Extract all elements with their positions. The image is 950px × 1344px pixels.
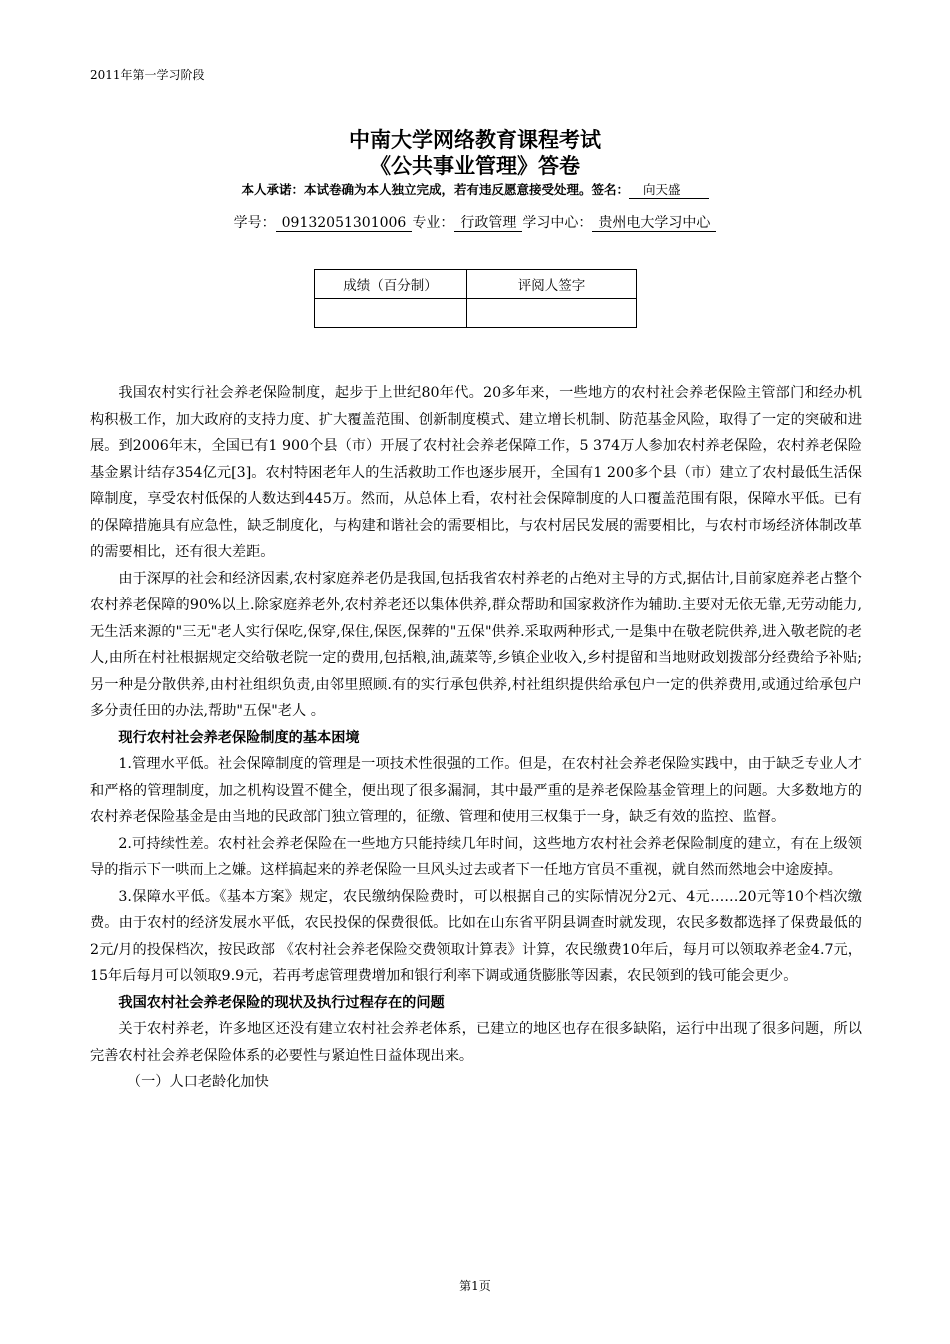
student-no-value: 09132051301006: [276, 215, 413, 232]
paragraph: 2.可持续性差。农村社会养老保险在一些地方只能持续几年时间，这些地方农村社会养老保险制度的建立，有在上级领导的指示下一哄而上之嫌。这样搞起来的养老保险一旦风头过去或者下一任地方官员不重视，就自然而然地会中途废掉。: [90, 835, 862, 878]
signature: 向天盛: [629, 180, 709, 199]
pledge-line: [0, 180, 950, 199]
reviewer-cell: [467, 299, 637, 328]
major-label: 专业：: [412, 215, 455, 231]
paragraph: 由于深厚的社会和经济因素,农村家庭养老仍是我国,包括我省农村养老的占绝对主导的方式,据估计,目前家庭养老占整个农村养老保障的90%以上.除家庭养老外,农村养老还以集体供养,群众帮助和国家救济作为辅助.主要对无依无靠,无劳动能力,无生活来源的"三无"老人实行保吃,保穿,保住,保医,保葬的"五保"供养.采取两种形式,一是集中在敬老院供养,进入敬老院的老人,由所在村社根据规定交给敬老院一定的费用,包括粮,油,蔬菜等,乡镇企业收入,乡村提留和当地财政划拨部分经费给予补贴;另一种是分散供养,由村社组织负责,由邻里照顾.有的实行承包供养,村社组织提供给承包户一定的供养费用,或通过给承包户多分责任田的办法,帮助"五保"老人 。: [90, 570, 862, 719]
subsection-heading: （一）人口老龄化加快: [126, 1074, 269, 1090]
exam-title: 中南大学网络教育课程考试: [349, 128, 601, 152]
page-number: 第1页: [459, 1279, 491, 1293]
answer-body: [90, 380, 862, 1096]
center-value: 贵州电大学习中心: [592, 215, 716, 232]
header-note: 2011年第一学习阶段: [90, 68, 205, 82]
pledge-text: 本人承诺：本试卷确为本人独立完成，若有违反愿意接受处理。签名：: [241, 182, 629, 197]
grade-table: [314, 269, 637, 328]
course-title: 《公共事业管理》答卷: [370, 154, 580, 178]
paragraph: 我国农村实行社会养老保险制度，起步于上世纪80年代。20多年来，一些地方的农村社会养老保险主管部门和经办机构积极工作，加大政府的支持力度、扩大覆盖范围、创新制度模式、建立增长机制、防范基金风险，取得了一定的突破和进展。到2006年末，全国已有1 900个县（市）开展了农村社会养老保障工作，5 374万人参加农村养老保险，农村养老保险基金累计结存354亿元[3]。农村特困老年人的生活救助工作也逐步展开，全国有1 200多个县（市）建立了农村最低生活保障制度，享受农村低保的人数达到445万。然而，从总体上看，农村社会保障制度的人口覆盖范围有限，保障水平低。已有的保障措施具有应急性，缺乏制度化，与构建和谐社会的需要相比，与农村居民发展的需要相比，与农村市场经济体制改革的需要相比，还有很大差距。: [90, 385, 862, 560]
paragraph: 关于农村养老，许多地区还没有建立农村社会养老体系，已建立的地区也存在很多缺陷，运行中出现了很多问题，所以完善农村社会养老保险体系的必要性与紧迫性日益体现出来。: [90, 1021, 862, 1064]
grade-cell: [315, 299, 467, 328]
paragraph: 3.保障水平低。《基本方案》规定，农民缴纳保险费时，可以根据自己的实际情况分2元、4元……20元等10个档次缴费。由于农村的经济发展水平低，农民投保的保费很低。比如在山东省平阴县调查时就发现，农民多数都选择了保费最低的2元/月的投保档次，按民政部 《农村社会养老保险交费领取计算表》计算，农民缴费10年后，每月可以领取养老金4.7元，15年后每月可以领取9.9元，若再考虑管理费增加和银行利率下调或通货膨胀等因素，农民领到的钱可能会更少。: [90, 888, 862, 984]
paragraph: 1.管理水平低。社会保障制度的管理是一项技术性很强的工作。但是，在农村社会养老保险实践中，由于缺乏专业人才和严格的管理制度，加之机构设置不健全，便出现了很多漏洞，其中最严重的是养老保险基金管理上的问题。大多数地方的农村养老保险基金是由当地的民政部门独立管理的，征缴、管理和使用三权集于一身，缺乏有效的监控、监督。: [90, 756, 862, 825]
section-heading: 现行农村社会养老保险制度的基本困境: [118, 729, 360, 746]
section-heading: 我国农村社会养老保险的现状及执行过程存在的问题: [118, 994, 445, 1011]
student-no-label: 学号：: [233, 215, 276, 231]
center-label: 学习中心：: [522, 215, 593, 231]
grade-header: 成绩（百分制）: [315, 270, 467, 299]
reviewer-header: 评阅人签字: [467, 270, 637, 299]
student-info-line: [0, 212, 950, 232]
major-value: 行政管理: [454, 215, 522, 232]
